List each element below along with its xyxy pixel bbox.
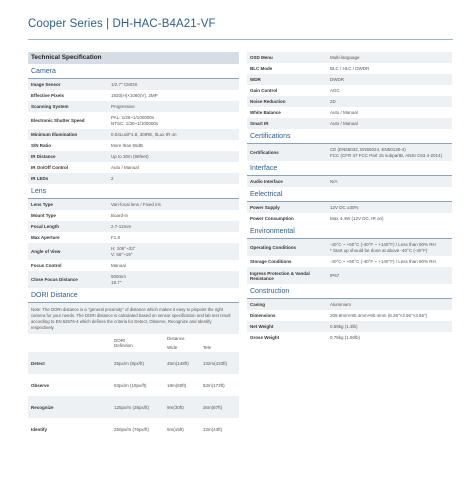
spec-label: Power Supply	[250, 205, 280, 210]
spec-label: Focus Control	[31, 263, 62, 268]
spec-label: Dimensions	[250, 313, 276, 318]
spec-label: Scanning System	[31, 104, 69, 109]
dori-cell-tele: 53m(173ft)	[202, 382, 225, 388]
spec-row	[247, 176, 452, 187]
spec-row	[247, 118, 452, 129]
right-column	[247, 52, 452, 343]
spec-value-line: -40°C ~ +60°C (-40°F ~ +140°F) / Less than 90% RH	[330, 241, 436, 247]
spec-value	[330, 179, 452, 185]
spec-value	[330, 313, 452, 319]
spec-value-line: Max 4.4W (12V DC, IR on)	[330, 215, 384, 221]
dori-cell-wide: 18m(60ft)	[167, 382, 187, 388]
spec-row	[247, 256, 452, 267]
spec-value-line: FCC (CFR 47 FCC Part 15 subpartB, ANSI C63.4-2014)	[330, 152, 443, 158]
spec-value-line: 1920(H)×1080(V), 2MP	[111, 92, 158, 98]
spec-value	[111, 213, 239, 219]
spec-value-line: 0.04Lux/F1.8, 30IRE, 0Lux IR on	[111, 131, 177, 137]
spec-value	[111, 132, 239, 138]
spec-value-line: 2	[111, 175, 114, 181]
dori-note: Note: The DORI distance is a "general proximity" of distance which makes it easy to pinpoint the right camera for your needs. The DORI distance is calculated based on sensor specification and lab test result according to EN 62676-4 which defines the criteria for Detect, Observe, Recognize and Identify respectively.	[28, 303, 239, 334]
dori-cell-tele: 13m(43ft)	[202, 426, 223, 432]
dori-cell-wide: 45m(148ft)	[164, 352, 200, 374]
camera-rows	[28, 79, 239, 184]
dori-row	[28, 374, 239, 396]
spec-label: S/N Ratio	[31, 143, 52, 148]
section-environmental: Environmental	[247, 226, 452, 239]
dori-col-distance: Distance	[167, 336, 185, 341]
spec-value	[330, 110, 452, 116]
spec-label: OSD Menu	[250, 55, 273, 60]
spec-value	[330, 324, 452, 330]
spec-value-line: More than 65dB	[111, 142, 144, 148]
dori-cell-label: Detect	[28, 352, 111, 374]
spec-row	[247, 213, 452, 224]
spec-value	[330, 66, 452, 72]
spec-value	[111, 104, 239, 110]
spec-label: BLC Mode	[250, 66, 273, 71]
section-interface: Interface	[247, 163, 452, 176]
electrical-rows	[247, 202, 452, 224]
dori-cell-label: Identify	[31, 426, 48, 432]
spec-label: Audio Interface	[250, 179, 283, 184]
spec-value-line: 2.7-12mm	[111, 223, 132, 229]
dori-cell-def: 250px/m (76px/ft)	[114, 426, 150, 432]
spec-value	[111, 176, 239, 182]
certifications-rows	[247, 144, 452, 161]
spec-row	[247, 310, 452, 321]
spec-label: Image Sensor	[31, 82, 61, 87]
spec-value-line: 2D	[330, 98, 336, 104]
spec-row	[28, 140, 239, 151]
spec-label: Minimum Illumination	[31, 132, 78, 137]
title-divider	[28, 39, 453, 40]
spec-value	[330, 259, 452, 265]
spec-value-line: Auto / Manual	[330, 120, 358, 126]
spec-row	[28, 79, 239, 90]
spec-label: Noise Reduction	[250, 99, 286, 104]
spec-value	[330, 216, 452, 222]
spec-value	[330, 302, 452, 308]
spec-row	[28, 90, 239, 101]
tech-spec-header: Technical Specification	[28, 52, 239, 64]
spec-row	[247, 332, 452, 343]
spec-row	[28, 221, 239, 232]
spec-value-line: N/A	[330, 178, 338, 184]
spec-row	[28, 151, 239, 162]
spec-value-line: * Start up should be done at above -40°C (-40°F)	[330, 247, 428, 253]
spec-value-line: Up to 30m (98feet)	[111, 153, 149, 159]
spec-value-line: Vari-focal lens / Fixed iris	[111, 201, 161, 207]
page-title: Cooper Series | DH-HAC-B4A21-VF	[28, 18, 216, 30]
spec-value-line: V: 56°~19°	[111, 251, 133, 257]
spec-value	[330, 205, 452, 211]
dori-cell-def: 125px/m (38px/ft)	[111, 396, 164, 418]
dori-cell-def: 63px/m (19px/ft)	[114, 382, 147, 388]
spec-value-line: NTSC: 1/30~1/100000s	[111, 120, 159, 126]
spec-row	[28, 232, 239, 243]
spec-label: Mount Type	[31, 213, 56, 218]
spec-row	[28, 101, 239, 112]
spec-row	[247, 267, 452, 284]
spec-label: Gross Weight	[250, 335, 280, 340]
spec-row	[28, 260, 239, 271]
spec-value	[330, 88, 452, 94]
spec-value-line: Manual	[111, 262, 126, 268]
spec-row	[247, 85, 452, 96]
spec-value	[111, 143, 239, 149]
spec-value	[330, 121, 452, 127]
spec-row	[28, 199, 239, 210]
dori-row	[28, 418, 239, 440]
section-camera: Camera	[28, 66, 239, 79]
spec-value	[111, 93, 239, 99]
dori-col-wide: Wide	[167, 345, 178, 350]
spec-value-line: 0.59kg (1.3lb)	[330, 323, 358, 329]
spec-value-line: Board-in	[111, 212, 129, 218]
dori-cell-tele: 132m(433ft)	[200, 352, 239, 374]
environmental-rows	[247, 239, 452, 284]
construction-rows	[247, 299, 452, 343]
section-certifications: Certifications	[247, 131, 452, 144]
spec-value	[111, 263, 239, 269]
spec-value-line: Progressive	[111, 103, 135, 109]
spec-row	[28, 112, 239, 129]
dori-cell-tele: 26m(87ft)	[200, 396, 239, 418]
spec-value-line: Aluminium	[330, 301, 352, 307]
spec-value	[111, 202, 239, 208]
spec-value	[330, 242, 452, 254]
spec-row	[28, 243, 239, 260]
spec-value	[111, 115, 239, 127]
spec-label: Power Consumption	[250, 216, 294, 221]
spec-label: White Balance	[250, 110, 281, 115]
spec-value-line: Auto / Manual	[111, 164, 139, 170]
dori-cell-wide: 5m(15ft)	[167, 426, 184, 432]
spec-value	[111, 274, 239, 286]
spec-label: Gain Control	[250, 88, 278, 93]
spec-label: Lens Type	[31, 202, 53, 207]
spec-value	[330, 99, 452, 105]
spec-row	[247, 52, 452, 63]
lens-rows	[28, 199, 239, 288]
spec-label: Net Weight	[250, 324, 274, 329]
dori-col-tele: Tele	[202, 345, 212, 350]
spec-value-line: 1/2.7" CMOS	[111, 81, 138, 87]
spec-value-line: AGC	[330, 87, 340, 93]
dori-cell-wide: 9m(30ft)	[164, 396, 200, 418]
dori-row	[28, 352, 239, 374]
spec-value-line: 500mm	[111, 273, 127, 279]
spec-label: Angle of View	[31, 249, 61, 254]
spec-label: Casing	[250, 302, 266, 307]
spec-value	[330, 273, 452, 279]
spec-value-line: 19.7"	[111, 279, 122, 285]
spec-value	[330, 77, 452, 83]
spec-label: Effective Pixels	[31, 93, 65, 98]
spec-row	[247, 202, 452, 213]
spec-label: Operating Conditions	[250, 245, 296, 250]
spec-value	[330, 147, 452, 159]
spec-label: WDR	[250, 77, 261, 82]
spec-value-line: BLC / HLC / DWDR	[330, 65, 370, 71]
spec-label: Smart IR	[250, 121, 269, 126]
spec-row	[247, 107, 452, 118]
spec-value-line: H: 106°~33°	[111, 245, 136, 251]
interface-rows	[247, 176, 452, 187]
dori-row	[28, 396, 239, 418]
spec-value-line: Multi-language	[330, 54, 360, 60]
dori-body	[28, 352, 239, 440]
spec-value-line: Auto / Manual	[330, 109, 358, 115]
spec-row	[247, 239, 452, 256]
dori-cell-def: 25px/m (8px/ft)	[111, 352, 164, 374]
spec-value	[111, 154, 239, 160]
section-construction: Construction	[247, 286, 452, 299]
spec-value	[111, 224, 239, 230]
spec-row	[28, 271, 239, 288]
spec-value-line: CE (EN55032, EN55024, EN50130-4)	[330, 146, 406, 152]
spec-row	[247, 63, 452, 74]
spec-value	[111, 235, 239, 241]
spec-label: IR LEDs	[31, 176, 49, 181]
spec-value-line: 0.75kg (1.50lb)	[330, 334, 361, 340]
spec-label: Focal Length	[31, 224, 59, 229]
spec-label: IR Distance	[31, 154, 56, 159]
spec-label: IR On/Off Control	[31, 165, 68, 170]
section-lens: Lens	[28, 186, 239, 199]
spec-row	[28, 210, 239, 221]
spec-label: Ingress Protection & Vandal Resistance	[250, 270, 310, 281]
spec-value-line: 209.9mm×90.4mm×90.4mm (8.26"×3.56"×3.56")	[330, 312, 428, 318]
spec-row	[247, 144, 452, 161]
spec-value-line: PAL: 1/25~1/100000s	[111, 114, 155, 120]
spec-row	[247, 321, 452, 332]
spec-label: Max Aperture	[31, 235, 60, 240]
spec-value	[330, 335, 452, 341]
spec-value-line: F1.8	[111, 234, 121, 240]
spec-row	[247, 74, 452, 85]
dori-col-definition: DORI Definition	[114, 338, 133, 348]
image-settings-rows	[247, 52, 452, 129]
spec-label: Storage Conditions	[250, 259, 292, 264]
section-electrical: Eelectrical	[247, 189, 452, 202]
spec-row	[28, 162, 239, 173]
spec-value-line: 12V DC ±30%	[330, 204, 359, 210]
spec-row	[247, 96, 452, 107]
spec-value	[330, 55, 452, 61]
spec-label: Certifications	[250, 150, 279, 155]
spec-label: Close Focus Distance	[31, 277, 78, 282]
spec-value	[111, 82, 239, 88]
spec-value	[111, 165, 239, 171]
left-column	[28, 52, 239, 440]
spec-value-line: -40°C ~ +60°C (-40°F ~ +140°F) / Less than 90% RH	[330, 258, 436, 264]
dori-table	[28, 334, 239, 440]
dori-cell-label: Recognize	[28, 396, 111, 418]
spec-label: Electronic Shutter Speed	[31, 118, 85, 123]
spec-row	[28, 129, 239, 140]
spec-value-line: DWDR	[330, 76, 344, 82]
spec-row	[28, 173, 239, 184]
dori-cell-label: Observe	[31, 382, 50, 388]
spec-value	[111, 246, 239, 258]
spec-value-line: IP67	[330, 272, 340, 278]
section-dori: DORI Distance	[28, 290, 239, 303]
spec-row	[247, 299, 452, 310]
